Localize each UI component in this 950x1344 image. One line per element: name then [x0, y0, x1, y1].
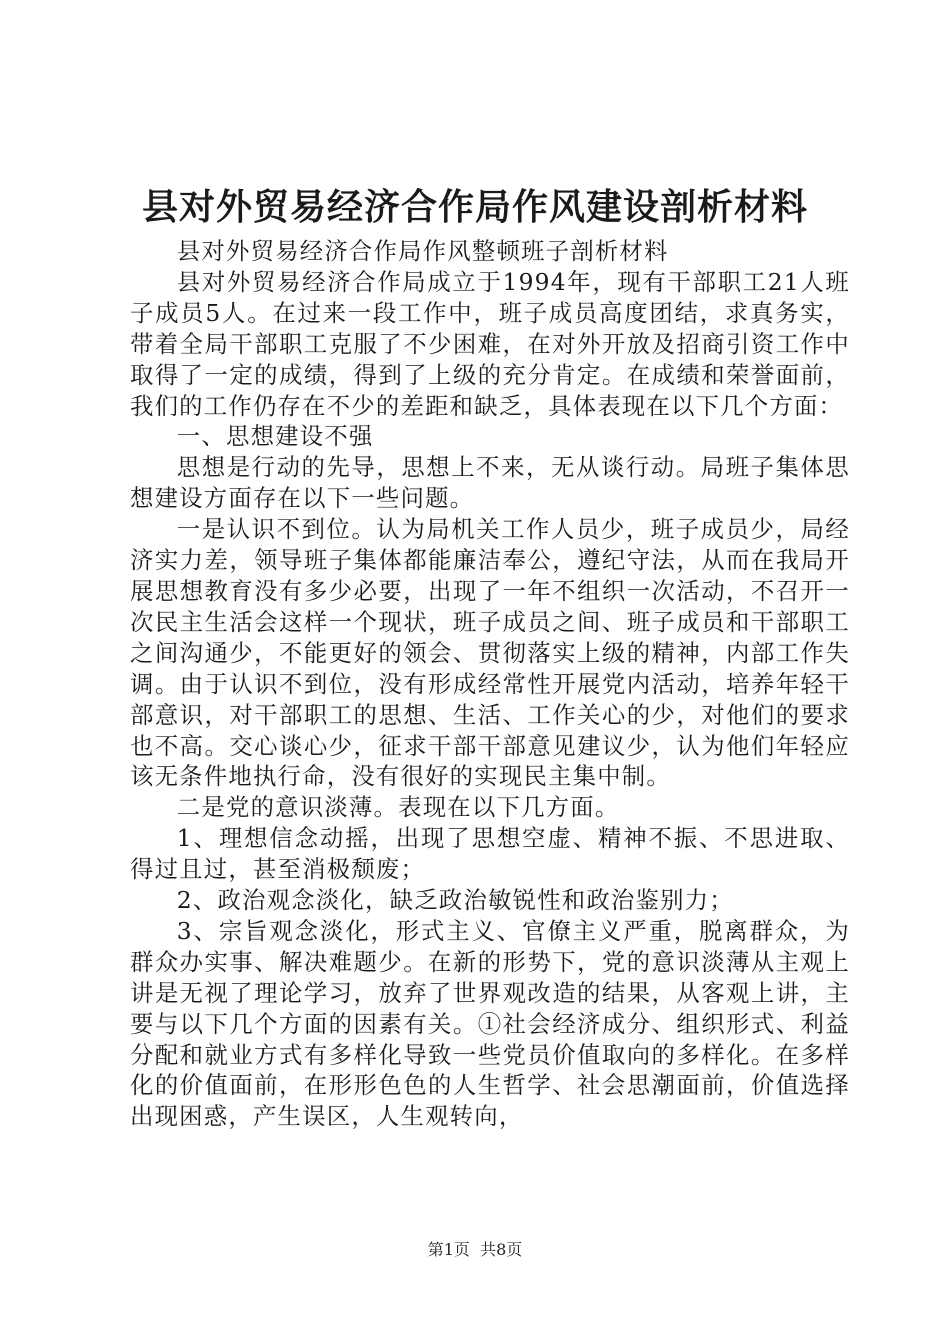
page-number: 第1页: [427, 1240, 470, 1259]
document-title: 县对外贸易经济合作局作风建设剖析材料: [141, 186, 808, 228]
paragraph: 思想是行动的先导，思想上不来，无从谈行动。局班子集体思想建设方面存在以下一些问题。: [130, 453, 850, 513]
page-footer: [0, 1240, 950, 1260]
paragraph-subtitle: 县对外贸易经济合作局作风整顿班子剖析材料: [176, 237, 669, 265]
section-heading: 一、思想建设不强: [176, 422, 374, 451]
paragraph: 一是认识不到位。认为局机关工作人员少，班子成员少，局经济实力差，领导班子集体都能廉洁奉公，遵纪守法，从而在我局开展思想教育没有多少必要，出现了一年不组织一次活动，不召开一次民主生活会这样一个现状，班子成员之间、班子成员和干部职工之间沟通少，不能更好的领会、贯彻落实上级的精神，内部工作失调。由于认识不到位，没有形成经常性开展党内活动，培养年轻干部意识，对干部职工的思想、生活、工作关心的少，对他们的要求也不高。交心谈心少，征求干部干部意见建议少，认为他们年轻应该无条件地执行命，没有很好的实现民主集中制。: [130, 515, 850, 791]
document-body: [130, 236, 850, 1132]
paragraph: 二是党的意识淡薄。表现在以下几方面。: [176, 793, 620, 822]
page-total: 共8页: [480, 1240, 523, 1259]
list-item: 3、宗旨观念淡化，形式主义、官僚主义严重，脱离群众，为群众办实事、解决难题少。在新的形势下，党的意识淡薄从主观上讲是无视了理论学习，放弃了世界观改造的结果，从客观上讲，主要与以下几个方面的因素有关。①社会经济成分、组织形式、利益分配和就业方式有多样化导致一些党员价值取向的多样化。在多样化的价值面前，在形形色色的人生哲学、社会思潮面前，价值选择出现困惑，产生误区，人生观转向，: [130, 916, 850, 1131]
list-item: 2、政治观念淡化，缺乏政治敏锐性和政治鉴别力；: [176, 886, 734, 915]
list-item: 1、理想信念动摇，出现了思想空虚、精神不振、不思进取、得过且过，甚至消极颓废；: [130, 824, 850, 884]
paragraph: 县对外贸易经济合作局成立于1994年，现有干部职工21人班子成员5人。在过来一段工作中，班子成员高度团结，求真务实，带着全局干部职工克服了不少困难，在对外开放及招商引资工作中取得了一定的成绩，得到了上级的充分肯定。在成绩和荣誉面前，我们的工作仍存在不少的差距和缺乏，具体表现在以下几个方面：: [130, 267, 850, 420]
